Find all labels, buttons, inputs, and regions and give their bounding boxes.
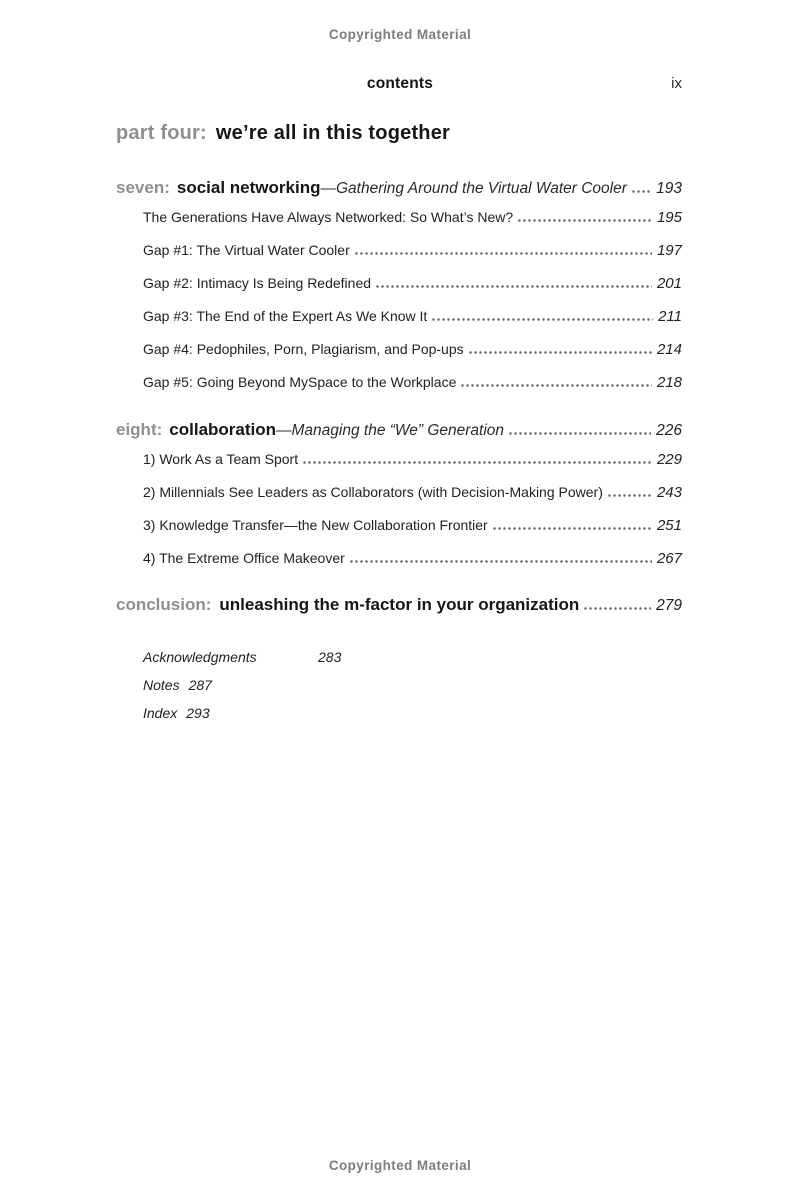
backmatter-label: Index (143, 705, 178, 721)
dot-leader (584, 607, 651, 610)
chapter-entries (116, 201, 682, 399)
dot-leader (303, 461, 652, 464)
dot-leader (376, 285, 652, 288)
toc-entry-page: 218 (656, 374, 682, 391)
dot-leader (518, 219, 652, 222)
part-heading (116, 120, 450, 146)
toc-entry-page: 195 (656, 209, 682, 226)
dot-leader (608, 494, 652, 497)
chapter-section-eight (116, 418, 682, 575)
toc-entry-title: 3) Knowledge Transfer—the New Collaboration Frontier (143, 517, 488, 533)
part-title: we’re all in this together (215, 122, 451, 144)
toc-entry-title: Gap #4: Pedophiles, Porn, Plagiarism, and Pop-ups (143, 341, 464, 357)
toc-entry (116, 267, 682, 300)
conclusion-page-number: 279 (656, 597, 682, 614)
toc-entry-title: The Generations Have Always Networked: So What’s New? (143, 209, 514, 225)
toc-entry-title: 1) Work As a Team Sport (143, 451, 299, 467)
toc-entry-title: Gap #2: Intimacy Is Being Redefined (143, 275, 372, 291)
dot-leader (509, 432, 651, 435)
toc-entry (116, 443, 682, 476)
conclusion-heading (116, 592, 682, 619)
dot-leader (493, 527, 652, 530)
dot-leader (355, 252, 652, 255)
dot-leader (432, 318, 653, 321)
backmatter-page: 283 (318, 649, 342, 665)
toc-entry (116, 234, 682, 267)
toc-entry-title: 2) Millennials See Leaders as Collaborators (with Decision-Making Power) (143, 484, 603, 500)
chapter-heading (116, 418, 682, 443)
chapter-number-label: eight: (116, 420, 163, 439)
toc-entry-page: 229 (656, 451, 682, 468)
running-head-title: contents (366, 75, 434, 92)
dot-leader (632, 190, 651, 193)
toc-entry-title: Gap #3: The End of the Expert As We Know It (143, 308, 428, 324)
conclusion-title: unleashing the m-factor in your organization (219, 595, 580, 614)
toc-entry-page: 214 (656, 341, 682, 358)
table-of-contents (116, 176, 682, 727)
toc-entry-page: 243 (656, 484, 682, 501)
chapter-page-number: 226 (656, 422, 682, 439)
chapter-subtitle: —Gathering Around the Virtual Water Cooler (320, 180, 627, 197)
chapter-subtitle: —Managing the “We” Generation (276, 422, 505, 439)
backmatter-page: 293 (186, 705, 210, 721)
chapter-number-label: seven: (116, 178, 170, 197)
toc-entry (116, 366, 682, 399)
toc-entry-page: 251 (656, 517, 682, 534)
backmatter-row-notes (143, 671, 682, 699)
chapter-entries (116, 443, 682, 575)
copyright-notice-top: Copyrighted Material (328, 27, 472, 42)
page-folio: ix (671, 75, 682, 92)
dot-leader (461, 384, 652, 387)
toc-entry (116, 333, 682, 366)
toc-entry (116, 476, 682, 509)
toc-entry-title: Gap #5: Going Beyond MySpace to the Workplace (143, 374, 457, 390)
conclusion-label: conclusion: (116, 595, 212, 614)
toc-entry (116, 542, 682, 575)
running-head (0, 74, 800, 94)
dot-leader (469, 351, 652, 354)
toc-entry-page: 211 (658, 308, 682, 325)
toc-entry (116, 509, 682, 542)
backmatter-label: Notes (143, 677, 180, 693)
backmatter-row-acknowledgments (143, 643, 682, 671)
toc-entry-page: 197 (656, 242, 682, 259)
backmatter-row-index (143, 699, 682, 727)
backmatter-page: 287 (188, 677, 212, 693)
chapter-title: social networking (176, 178, 321, 197)
chapter-heading (116, 176, 682, 201)
dot-leader (350, 560, 652, 563)
copyright-notice-bottom: Copyrighted Material (328, 1158, 472, 1173)
chapter-section-seven (116, 176, 682, 399)
toc-entry (116, 300, 682, 333)
backmatter-label: Acknowledgments (143, 649, 257, 665)
chapter-title: collaboration (169, 420, 277, 439)
chapter-page-number: 193 (656, 180, 682, 197)
toc-entry (116, 201, 682, 234)
part-label: part four: (116, 122, 207, 144)
backmatter-list (116, 643, 682, 727)
toc-entry-page: 267 (656, 550, 682, 567)
toc-entry-title: 4) The Extreme Office Makeover (143, 550, 345, 566)
toc-entry-title: Gap #1: The Virtual Water Cooler (143, 242, 350, 258)
toc-entry-page: 201 (656, 275, 682, 292)
